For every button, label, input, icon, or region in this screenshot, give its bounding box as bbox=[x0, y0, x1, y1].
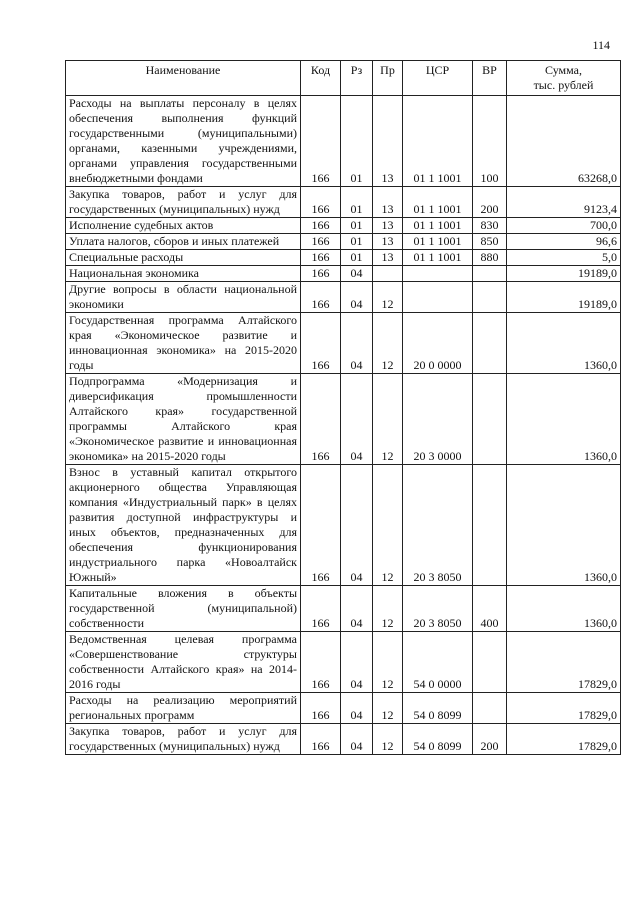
cell-rz: 04 bbox=[341, 374, 373, 465]
cell-kod: 166 bbox=[301, 693, 341, 724]
cell-rz: 01 bbox=[341, 250, 373, 266]
cell-csr: 01 1 1001 bbox=[403, 187, 473, 218]
cell-vr: 200 bbox=[473, 724, 507, 755]
cell-csr: 01 1 1001 bbox=[403, 96, 473, 187]
table-row bbox=[66, 374, 621, 465]
cell-name: Закупка товаров, работ и услуг для государственных (муниципальных) нужд bbox=[66, 724, 301, 755]
cell-pr: 13 bbox=[373, 234, 403, 250]
table-header bbox=[66, 61, 621, 96]
cell-rz: 01 bbox=[341, 187, 373, 218]
cell-name: Национальная экономика bbox=[66, 266, 301, 282]
header-sum-line2: тыс. рублей bbox=[533, 78, 594, 92]
cell-rz: 04 bbox=[341, 586, 373, 632]
header-row bbox=[66, 61, 621, 96]
cell-vr: 100 bbox=[473, 96, 507, 187]
cell-vr: 830 bbox=[473, 218, 507, 234]
cell-name: Подпрограмма «Модернизация и диверсификация промышленности Алтайского края» государственной программы Алтайского края «Экономическое развитие и инновационная экономика» на 2015-2020 годы bbox=[66, 374, 301, 465]
cell-vr bbox=[473, 465, 507, 586]
cell-name: Исполнение судебных актов bbox=[66, 218, 301, 234]
header-sum bbox=[507, 61, 621, 96]
cell-sum: 700,0 bbox=[507, 218, 621, 234]
cell-sum: 5,0 bbox=[507, 250, 621, 266]
cell-vr: 880 bbox=[473, 250, 507, 266]
cell-sum: 96,6 bbox=[507, 234, 621, 250]
cell-pr: 12 bbox=[373, 693, 403, 724]
cell-vr bbox=[473, 693, 507, 724]
cell-csr bbox=[403, 282, 473, 313]
cell-vr: 200 bbox=[473, 187, 507, 218]
cell-kod: 166 bbox=[301, 632, 341, 693]
cell-sum: 17829,0 bbox=[507, 693, 621, 724]
cell-pr: 13 bbox=[373, 250, 403, 266]
cell-kod: 166 bbox=[301, 586, 341, 632]
cell-csr: 54 0 8099 bbox=[403, 693, 473, 724]
cell-name: Закупка товаров, работ и услуг для государственных (муниципальных) нужд bbox=[66, 187, 301, 218]
cell-sum: 1360,0 bbox=[507, 586, 621, 632]
cell-rz: 04 bbox=[341, 313, 373, 374]
cell-pr: 13 bbox=[373, 187, 403, 218]
cell-kod: 166 bbox=[301, 187, 341, 218]
cell-vr: 400 bbox=[473, 586, 507, 632]
header-kod: Код bbox=[301, 61, 341, 96]
cell-name: Взнос в уставный капитал открытого акционерного общества Управляющая компания «Индустриальный парк» в целях развития доступной инфраструктуры и иных объектов, предназначенных для обеспечения функционирования индустриального парка «Новоалтайск Южный» bbox=[66, 465, 301, 586]
cell-vr bbox=[473, 313, 507, 374]
header-sum-line1: Сумма, bbox=[545, 63, 582, 77]
cell-name: Государственная программа Алтайского края «Экономическое развитие и инновационная экономика» на 2015-2020 годы bbox=[66, 313, 301, 374]
table-row bbox=[66, 313, 621, 374]
cell-name: Расходы на реализацию мероприятий региональных программ bbox=[66, 693, 301, 724]
table-row bbox=[66, 266, 621, 282]
header-vr: ВР bbox=[473, 61, 507, 96]
cell-rz: 01 bbox=[341, 218, 373, 234]
cell-csr: 01 1 1001 bbox=[403, 250, 473, 266]
cell-vr bbox=[473, 282, 507, 313]
header-rz: Рз bbox=[341, 61, 373, 96]
cell-csr bbox=[403, 266, 473, 282]
cell-sum: 17829,0 bbox=[507, 724, 621, 755]
cell-csr: 20 3 8050 bbox=[403, 465, 473, 586]
cell-vr bbox=[473, 374, 507, 465]
cell-sum: 63268,0 bbox=[507, 96, 621, 187]
table-row bbox=[66, 234, 621, 250]
table-row bbox=[66, 218, 621, 234]
cell-kod: 166 bbox=[301, 266, 341, 282]
cell-rz: 04 bbox=[341, 465, 373, 586]
cell-pr bbox=[373, 266, 403, 282]
cell-sum: 19189,0 bbox=[507, 266, 621, 282]
table-row bbox=[66, 96, 621, 187]
table-row bbox=[66, 465, 621, 586]
cell-name: Капитальные вложения в объекты государственной (муниципальной) собственности bbox=[66, 586, 301, 632]
cell-pr: 13 bbox=[373, 218, 403, 234]
cell-vr bbox=[473, 266, 507, 282]
cell-pr: 12 bbox=[373, 586, 403, 632]
cell-pr: 12 bbox=[373, 374, 403, 465]
cell-sum: 1360,0 bbox=[507, 374, 621, 465]
header-csr: ЦСР bbox=[403, 61, 473, 96]
cell-kod: 166 bbox=[301, 234, 341, 250]
table-row bbox=[66, 187, 621, 218]
cell-kod: 166 bbox=[301, 218, 341, 234]
cell-csr: 20 0 0000 bbox=[403, 313, 473, 374]
cell-pr: 12 bbox=[373, 632, 403, 693]
cell-sum: 1360,0 bbox=[507, 465, 621, 586]
cell-name: Расходы на выплаты персоналу в целях обеспечения выполнения функций государственными (муниципальными) органами, казенными учреждениями, органами управления государственными внебюджетными фондами bbox=[66, 96, 301, 187]
cell-csr: 01 1 1001 bbox=[403, 218, 473, 234]
cell-rz: 04 bbox=[341, 632, 373, 693]
cell-rz: 04 bbox=[341, 282, 373, 313]
cell-vr: 850 bbox=[473, 234, 507, 250]
cell-kod: 166 bbox=[301, 374, 341, 465]
page-number: 114 bbox=[592, 38, 610, 52]
cell-kod: 166 bbox=[301, 282, 341, 313]
cell-rz: 01 bbox=[341, 234, 373, 250]
cell-kod: 166 bbox=[301, 724, 341, 755]
cell-csr: 54 0 8099 bbox=[403, 724, 473, 755]
cell-name: Специальные расходы bbox=[66, 250, 301, 266]
cell-vr bbox=[473, 632, 507, 693]
header-name: Наименование bbox=[66, 61, 301, 96]
cell-rz: 04 bbox=[341, 693, 373, 724]
header-pr: Пр bbox=[373, 61, 403, 96]
cell-kod: 166 bbox=[301, 465, 341, 586]
cell-csr: 54 0 0000 bbox=[403, 632, 473, 693]
cell-rz: 01 bbox=[341, 96, 373, 187]
budget-table bbox=[65, 60, 621, 755]
cell-pr: 12 bbox=[373, 282, 403, 313]
cell-sum: 1360,0 bbox=[507, 313, 621, 374]
cell-kod: 166 bbox=[301, 313, 341, 374]
cell-csr: 01 1 1001 bbox=[403, 234, 473, 250]
cell-pr: 12 bbox=[373, 724, 403, 755]
cell-sum: 9123,4 bbox=[507, 187, 621, 218]
cell-csr: 20 3 8050 bbox=[403, 586, 473, 632]
table-row bbox=[66, 693, 621, 724]
table-row bbox=[66, 632, 621, 693]
cell-pr: 12 bbox=[373, 465, 403, 586]
cell-name: Уплата налогов, сборов и иных платежей bbox=[66, 234, 301, 250]
table-body bbox=[66, 96, 621, 755]
table-row bbox=[66, 724, 621, 755]
cell-rz: 04 bbox=[341, 266, 373, 282]
table-row bbox=[66, 250, 621, 266]
cell-pr: 13 bbox=[373, 96, 403, 187]
cell-name: Другие вопросы в области национальной экономики bbox=[66, 282, 301, 313]
table-row bbox=[66, 282, 621, 313]
cell-csr: 20 3 0000 bbox=[403, 374, 473, 465]
cell-kod: 166 bbox=[301, 96, 341, 187]
cell-rz: 04 bbox=[341, 724, 373, 755]
cell-sum: 19189,0 bbox=[507, 282, 621, 313]
cell-kod: 166 bbox=[301, 250, 341, 266]
cell-pr: 12 bbox=[373, 313, 403, 374]
cell-name: Ведомственная целевая программа «Совершенствование структуры собственности Алтайского края» на 2014-2016 годы bbox=[66, 632, 301, 693]
cell-sum: 17829,0 bbox=[507, 632, 621, 693]
table-row bbox=[66, 586, 621, 632]
